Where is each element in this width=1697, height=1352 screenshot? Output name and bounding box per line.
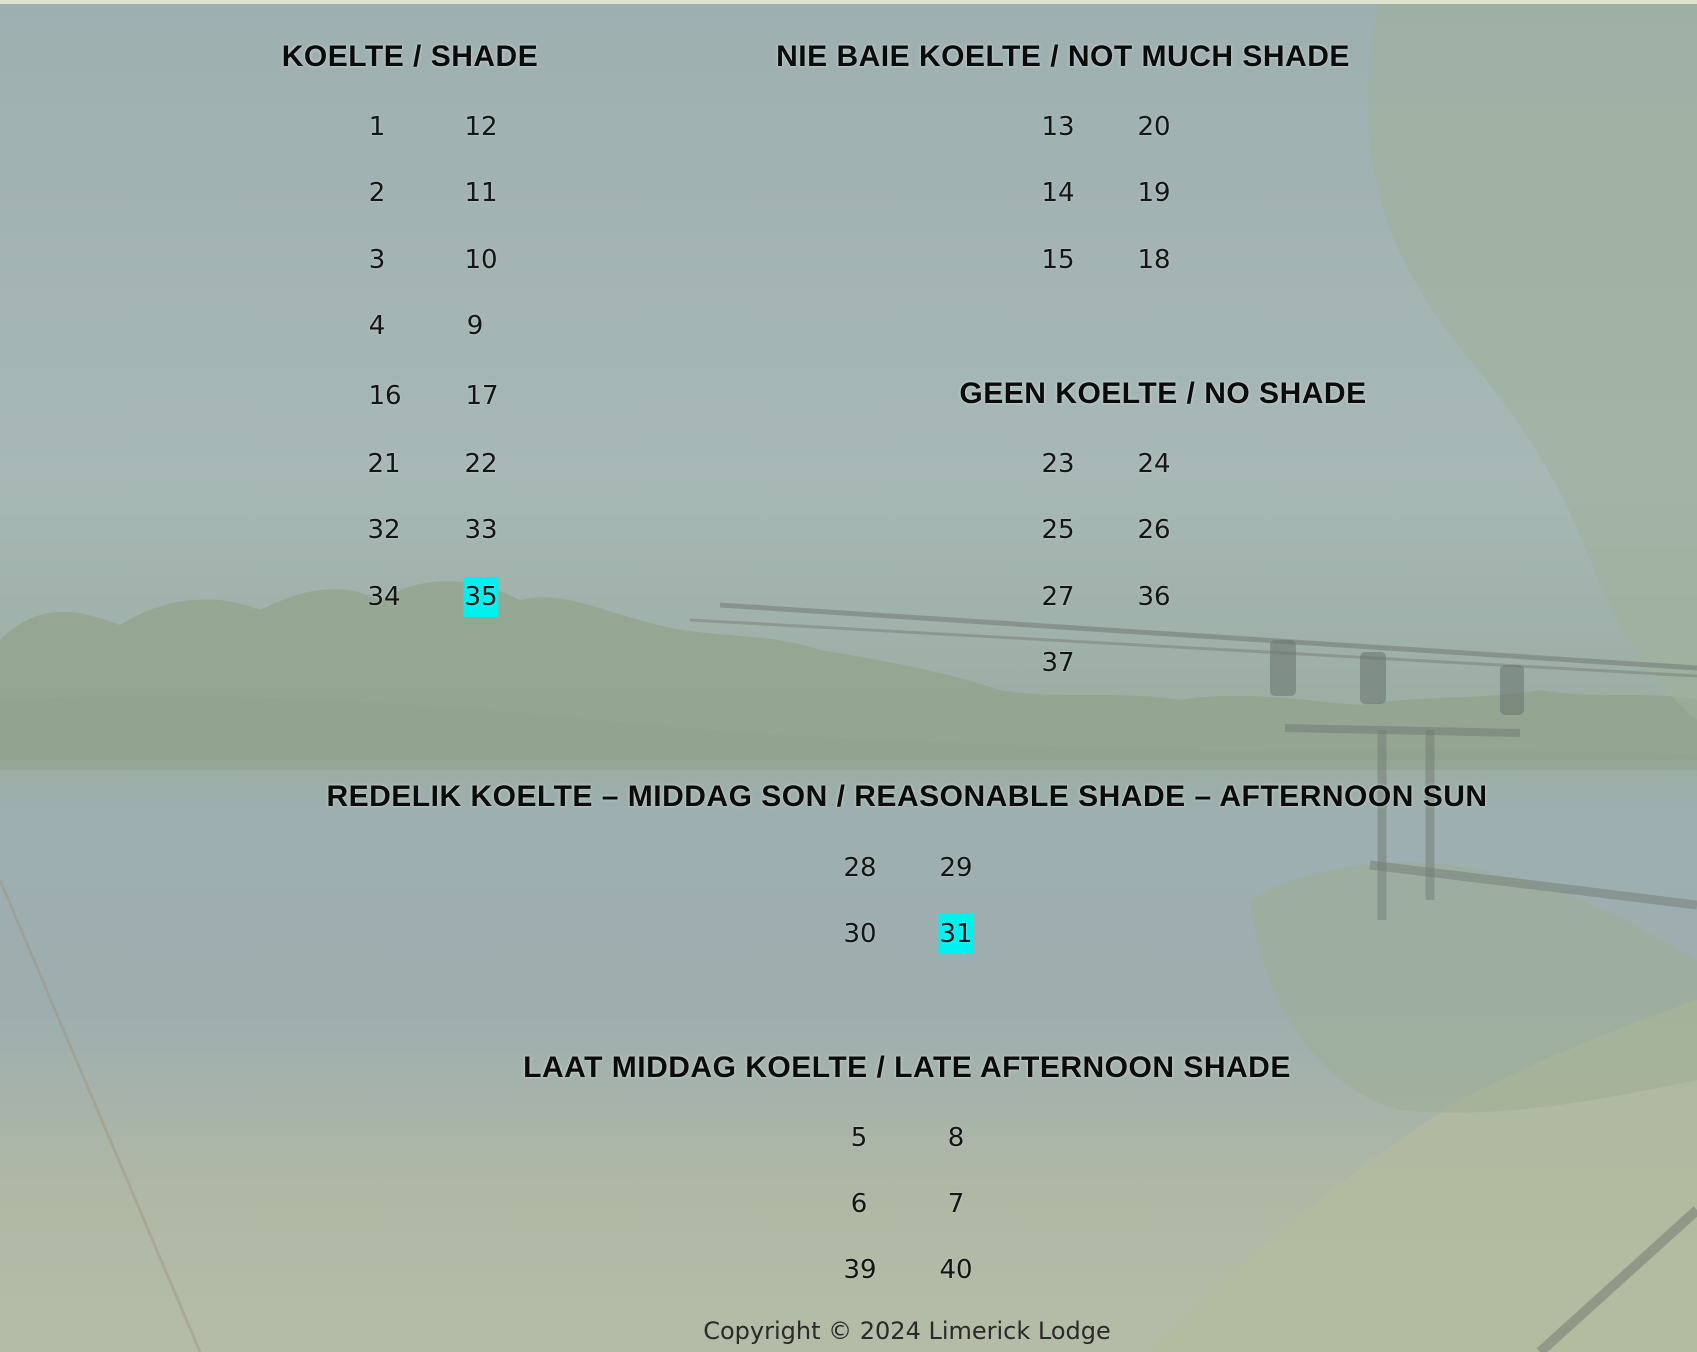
peg-number: 37 xyxy=(1041,648,1075,678)
copyright-footer: Copyright © 2024 Limerick Lodge xyxy=(703,1317,1111,1345)
section-title-not-much-shade: NIE BAIE KOELTE / NOT MUCH SHADE xyxy=(776,40,1350,73)
peg-number: 8 xyxy=(947,1123,965,1153)
section-title-late-afternoon-shade: LAAT MIDDAG KOELTE / LATE AFTERNOON SHADE xyxy=(523,1051,1291,1084)
peg-number: 18 xyxy=(1137,245,1171,275)
peg-number: 14 xyxy=(1041,178,1075,208)
peg-number: 4 xyxy=(368,311,386,341)
peg-number: 22 xyxy=(464,449,498,479)
peg-number: 20 xyxy=(1137,112,1171,142)
peg-number: 26 xyxy=(1137,515,1171,545)
peg-number: 40 xyxy=(939,1255,973,1285)
peg-number: 23 xyxy=(1041,449,1075,479)
peg-number: 3 xyxy=(368,245,386,275)
peg-number: 34 xyxy=(367,582,401,612)
peg-number: 25 xyxy=(1041,515,1075,545)
peg-number: 33 xyxy=(464,515,498,545)
peg-number: 1 xyxy=(368,112,386,142)
section-title-reasonable-shade: REDELIK KOELTE – MIDDAG SON / REASONABLE SHADE – AFTERNOON SUN xyxy=(326,780,1488,813)
peg-number: 39 xyxy=(843,1255,877,1285)
peg-number: 27 xyxy=(1041,582,1075,612)
peg-number: 10 xyxy=(464,245,498,275)
peg-number: 2 xyxy=(368,178,386,208)
peg-number: 24 xyxy=(1137,449,1171,479)
peg-number: 5 xyxy=(850,1123,868,1153)
peg-number: 28 xyxy=(843,853,877,883)
peg-number: 17 xyxy=(465,381,499,411)
peg-number: 16 xyxy=(368,381,402,411)
peg-number: 12 xyxy=(464,112,498,142)
peg-number: 36 xyxy=(1137,582,1171,612)
peg-number: 7 xyxy=(947,1189,965,1219)
peg-number: 13 xyxy=(1041,112,1075,142)
section-title-no-shade: GEEN KOELTE / NO SHADE xyxy=(959,377,1367,410)
peg-number: 15 xyxy=(1041,245,1075,275)
peg-number: 30 xyxy=(843,919,877,949)
peg-number-highlighted: 35 xyxy=(463,577,498,617)
peg-number: 32 xyxy=(367,515,401,545)
peg-number: 19 xyxy=(1137,178,1171,208)
peg-number: 9 xyxy=(466,311,484,341)
section-title-shade: KOELTE / SHADE xyxy=(281,40,539,73)
peg-number-highlighted: 31 xyxy=(938,914,973,954)
peg-number: 29 xyxy=(939,853,973,883)
peg-number: 11 xyxy=(464,178,498,208)
peg-number: 21 xyxy=(367,449,401,479)
peg-number: 6 xyxy=(850,1189,868,1219)
